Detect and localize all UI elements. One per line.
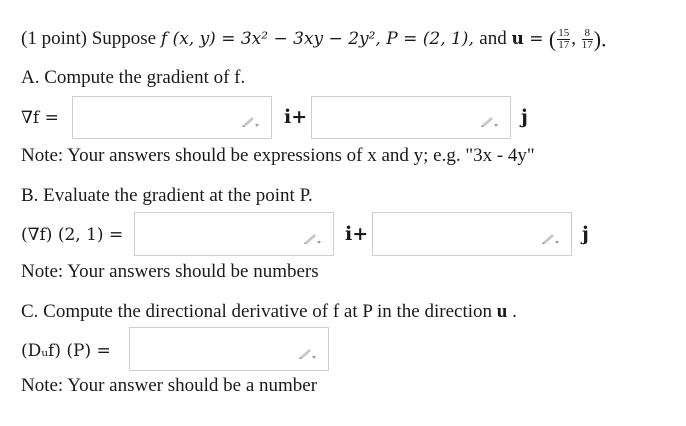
- part-a-note: Note: Your answers should be expressions of x and y; e.g. "3x - 4y": [21, 145, 535, 166]
- fraction-2-numerator: 8: [582, 28, 593, 40]
- direction-u-label: u: [496, 301, 508, 322]
- pencil-icon[interactable]: [303, 231, 323, 245]
- u-label: u: [511, 29, 524, 49]
- points-label: (1 point) Suppose: [21, 28, 161, 49]
- part-b-note: Note: Your answers should be numbers: [21, 261, 319, 282]
- unit-j-label: j: [521, 106, 528, 128]
- pencil-icon[interactable]: [241, 114, 261, 128]
- function-expression: f (x, y) = 3x² − 3xy − 2y²,: [160, 29, 387, 49]
- part-b-lhs: (∇f) (2, 1) =: [21, 225, 124, 245]
- evaluated-j-input[interactable]: [372, 212, 572, 256]
- part-b-heading: B. Evaluate the gradient at the point P.: [21, 185, 313, 206]
- evaluated-i-input[interactable]: [134, 212, 334, 256]
- pencil-icon[interactable]: [541, 231, 561, 245]
- close-paren: ).: [593, 26, 607, 52]
- pencil-icon[interactable]: [480, 114, 500, 128]
- part-a-lhs: ∇f =: [21, 108, 59, 128]
- gradient-i-input[interactable]: [72, 96, 272, 139]
- part-c-heading-text: C. Compute the directional derivative of f at P in the direction: [21, 301, 497, 322]
- part-a-heading: A. Compute the gradient of f.: [21, 67, 246, 88]
- point-expression: P = (2, 1),: [386, 29, 480, 49]
- open-paren: (: [548, 26, 557, 52]
- problem-statement: [21, 27, 607, 52]
- unit-i-label: i+: [284, 106, 308, 128]
- equals-sign: =: [523, 29, 549, 49]
- fraction-2: [582, 28, 593, 51]
- part-c-lhs: (Dᵤf) (P) =: [21, 341, 111, 361]
- gradient-j-input[interactable]: [311, 96, 511, 139]
- pencil-icon[interactable]: [298, 346, 318, 360]
- fraction-2-denominator: 17: [581, 39, 593, 52]
- fraction-1: [557, 28, 570, 51]
- and-text: and: [479, 28, 512, 49]
- part-c-heading-end: .: [507, 301, 517, 322]
- unit-j-label: j: [582, 223, 589, 245]
- comma: ,: [571, 28, 581, 49]
- part-c-note: Note: Your answer should be a number: [21, 375, 318, 396]
- directional-derivative-input[interactable]: [129, 327, 329, 371]
- unit-i-label: i+: [345, 223, 369, 245]
- part-c-heading: [21, 300, 517, 324]
- fraction-1-numerator: 15: [558, 27, 570, 40]
- fraction-1-denominator: 17: [558, 39, 570, 52]
